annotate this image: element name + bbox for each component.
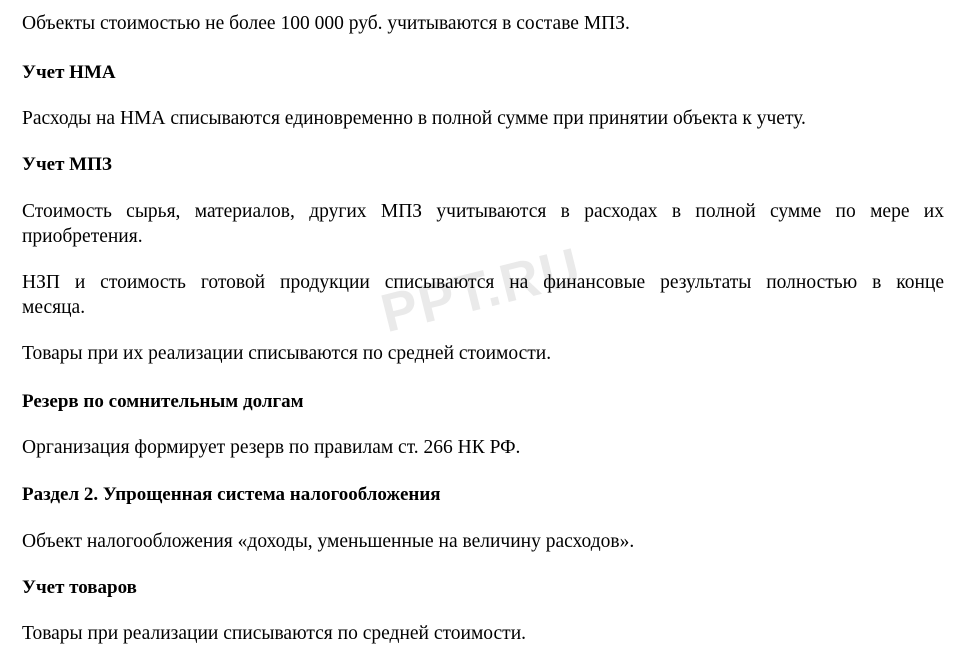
heading-rezerv: Резерв по сомнительным долгам — [22, 391, 304, 412]
heading-tovary: Учет товаров — [22, 577, 137, 598]
paragraph-mpz-line-2: приобретения. — [22, 226, 143, 247]
paragraph-rezerv: Организация формирует резерв по правилам ст. 266 НК РФ. — [22, 437, 521, 458]
paragraph-nzp-line-1: НЗП и стоимость готовой продукции списываются на финансовые результаты полностью в конце — [22, 272, 944, 293]
paragraph-os-threshold: Объекты стоимостью не более 100 000 руб. учитываются в составе МПЗ. — [22, 13, 630, 34]
paragraph-tovary-usn: Товары при реализации списываются по средней стоимости. — [22, 623, 527, 644]
paragraph-nzp-line-2: месяца. — [22, 297, 86, 318]
paragraph-mpz-line-1: Стоимость сырья, материалов, других МПЗ учитываются в расходах в полной сумме по мере их — [22, 201, 944, 222]
paragraph-usn: Объект налогообложения «доходы, уменьшенные на величину расходов». — [22, 531, 635, 552]
heading-usn: Раздел 2. Упрощенная система налогообложения — [22, 484, 441, 505]
heading-nma: Учет НМА — [22, 62, 116, 83]
heading-mpz: Учет МПЗ — [22, 154, 112, 175]
watermark: PPT.RU — [375, 236, 588, 345]
paragraph-tovary: Товары при их реализации списываются по средней стоимости. — [22, 343, 552, 364]
paragraph-nma: Расходы на НМА списываются единовременно в полной сумме при принятии объекта к учету. — [22, 108, 806, 129]
